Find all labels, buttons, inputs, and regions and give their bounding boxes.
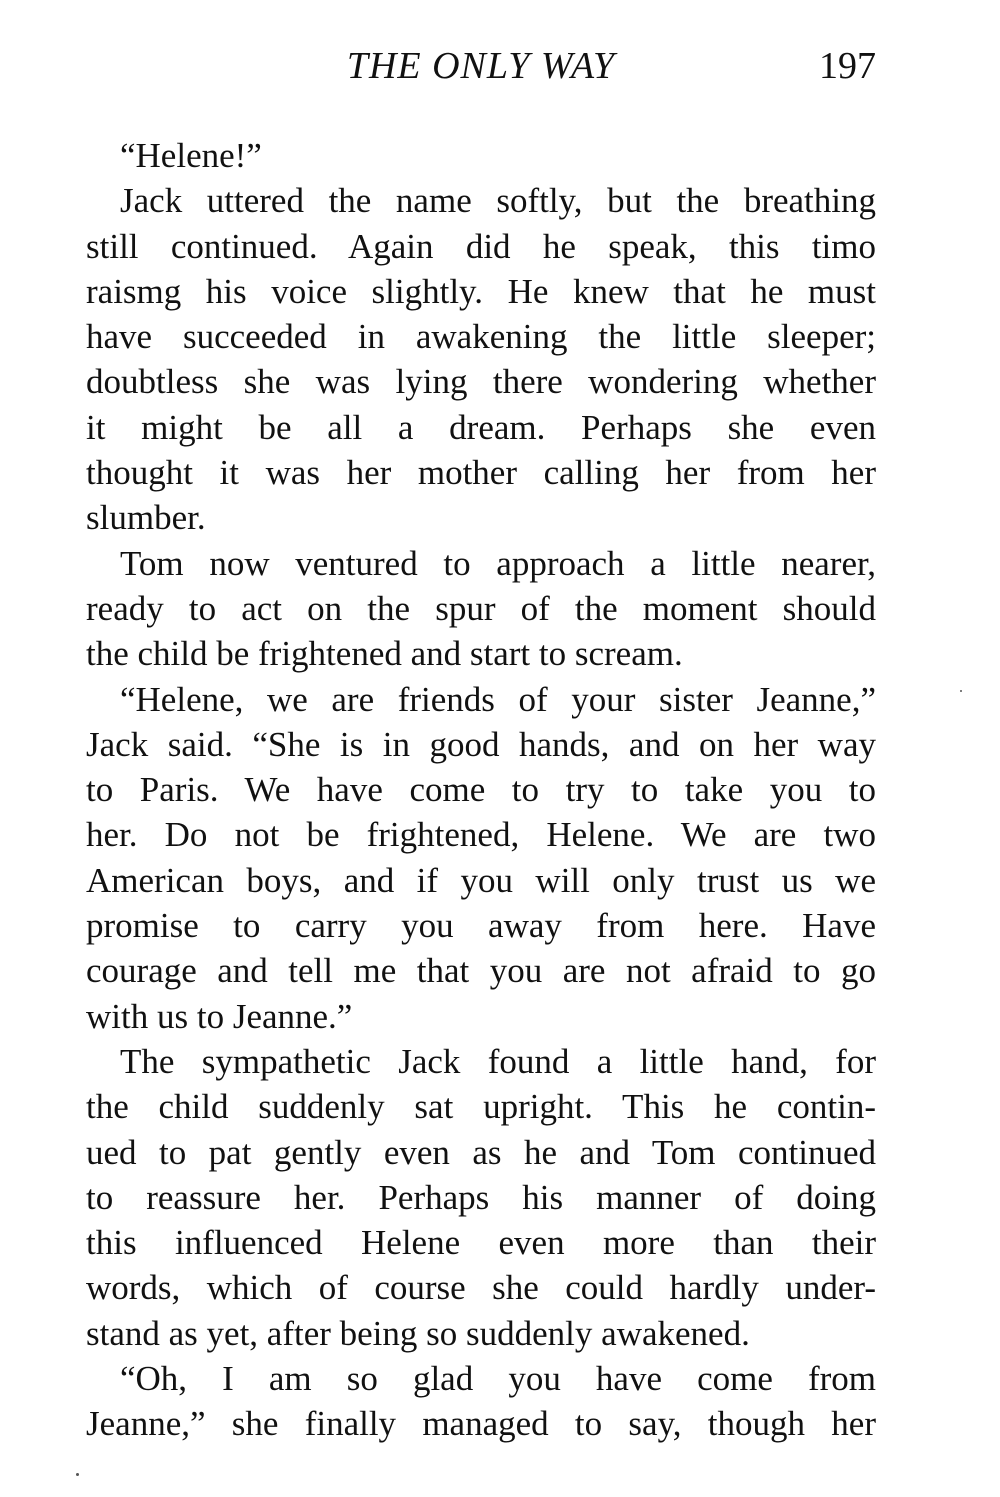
- text-line: the child be frightened and start to scream.: [86, 634, 683, 674]
- text-line: still continued. Again did he speak, this timo: [86, 226, 876, 266]
- page-number: 197: [819, 45, 876, 87]
- text-line: it might be all a dream. Perhaps she even: [86, 407, 876, 447]
- text-line: raismg his voice slightly. He knew that he must: [86, 271, 876, 311]
- text-line: doubtless she was lying there wondering whether: [86, 362, 876, 402]
- text-line: with us to Jeanne.”: [86, 996, 353, 1036]
- text-line: stand as yet, after being so suddenly awakened.: [86, 1313, 750, 1353]
- text-line: Jeanne,” she finally managed to say, though her: [86, 1404, 876, 1444]
- text-line: American boys, and if you will only trust us we: [86, 860, 876, 900]
- text-line: Jack uttered the name softly, but the breathing: [120, 181, 876, 221]
- text-line: slumber.: [86, 498, 206, 538]
- running-head: [86, 44, 876, 94]
- text-line: her. Do not be frightened, Helene. We are two: [86, 815, 876, 855]
- text-line: this influenced Helene even more than their: [86, 1223, 876, 1263]
- running-title: THE ONLY WAY: [346, 45, 616, 87]
- text-line: “Helene!”: [120, 136, 262, 175]
- text-line: words, which of course she could hardly under-: [86, 1268, 876, 1308]
- scan-speck: [76, 1473, 79, 1476]
- text-line: the child suddenly sat upright. This he contin-: [86, 1087, 876, 1127]
- text-line: to reassure her. Perhaps his manner of doing: [86, 1177, 876, 1217]
- text-line: Tom now ventured to approach a little nearer,: [120, 543, 876, 583]
- text-line: “Oh, I am so glad you have come from: [120, 1359, 876, 1399]
- text-line: promise to carry you away from here. Have: [86, 906, 876, 946]
- text-line: ready to act on the spur of the moment should: [86, 588, 876, 628]
- text-line: The sympathetic Jack found a little hand, for: [120, 1041, 876, 1081]
- text-line: thought it was her mother calling her from her: [86, 453, 876, 493]
- text-line: courage and tell me that you are not afraid to go: [86, 951, 876, 991]
- text-line: “Helene, we are friends of your sister Jeanne,”: [120, 679, 876, 719]
- text-line: to Paris. We have come to try to take you to: [86, 770, 876, 810]
- text-line: have succeeded in awakening the little sleeper;: [86, 317, 876, 357]
- scan-speck: [960, 690, 962, 692]
- text-line: Jack said. “She is in good hands, and on her way: [86, 724, 876, 764]
- body-text: [86, 133, 876, 1447]
- text-line: ued to pat gently even as he and Tom continued: [86, 1132, 876, 1172]
